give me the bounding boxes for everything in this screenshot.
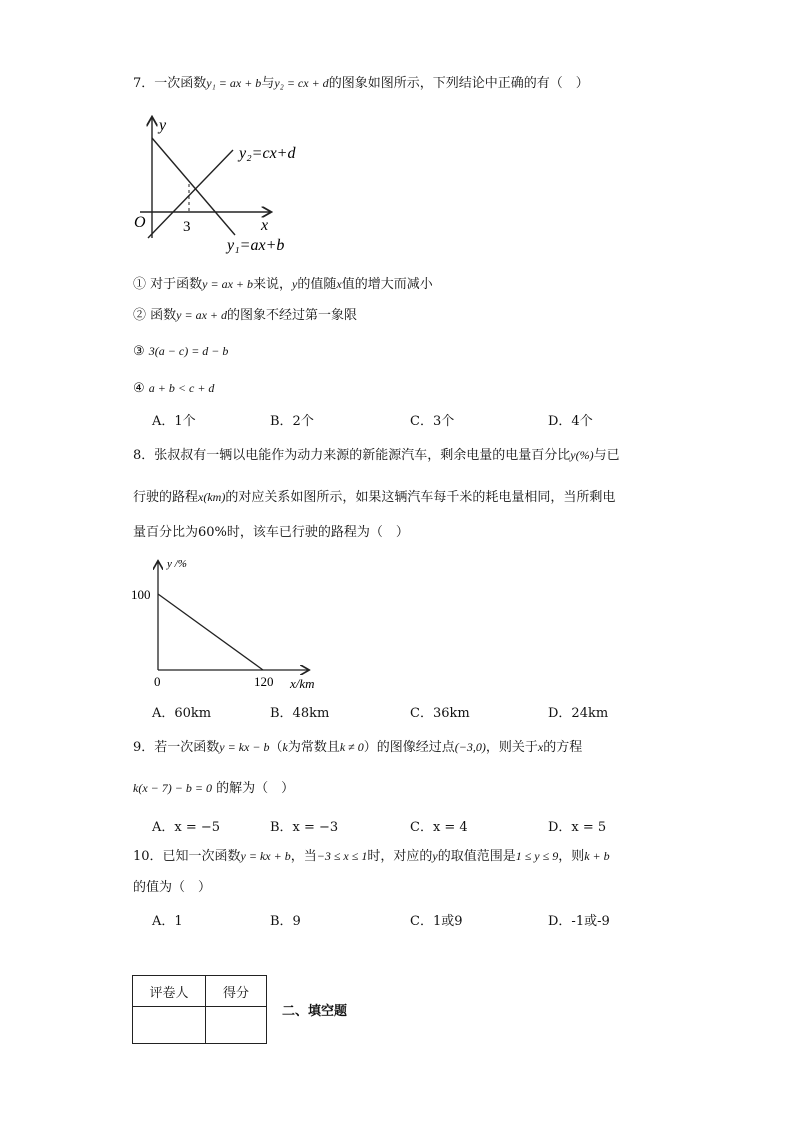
section-title: 二、填空题 — [282, 1004, 348, 1019]
q8-graph — [125, 552, 335, 697]
score-header: 得分 — [206, 976, 267, 1007]
score-table — [132, 975, 267, 1044]
q8-data-line — [158, 594, 263, 670]
q9-option-c[interactable]: C．x = 4 — [410, 820, 468, 835]
q7-x-label: x — [261, 217, 269, 234]
q7-label-y1: y₁=ax+b — [227, 237, 285, 254]
q7-graph — [125, 110, 325, 260]
q7-statement-1: ① 对于函数y = ax + b来说，y的值随x值的增大而减小 — [133, 277, 433, 292]
q10-option-d[interactable]: D．-1或-9 — [548, 914, 610, 929]
q10-option-b[interactable]: B．9 — [270, 914, 301, 929]
score-cell[interactable] — [206, 1007, 267, 1044]
q8-line-1: 8．张叔叔有一辆以电能作为动力来源的新能源汽车，剩余电量的电量百分比y(%)与已 — [133, 448, 620, 463]
q10-line-2: 的值为（ ） — [133, 880, 212, 895]
q7-option-c[interactable]: C．3个 — [410, 414, 455, 429]
q8-line-2: 行驶的路程x(km)的对应关系如图所示，如果这辆汽车每千米的耗电量相同，当所剩电 — [133, 490, 616, 505]
q8-x-label: x/km — [290, 676, 315, 691]
grader-cell[interactable] — [133, 1007, 206, 1044]
q7-func2: y₂ = cx + d — [274, 76, 329, 90]
q9-line-2: k(x − 7) − b = 0 的解为（ ） — [133, 781, 295, 796]
q8-origin: 0 — [154, 674, 161, 689]
q7-statement-4: ④ a + b < c + d — [133, 381, 215, 396]
q8-y-label: y /% — [167, 558, 187, 570]
q9-option-b[interactable]: B．x = −3 — [270, 820, 339, 835]
q8-option-c[interactable]: C．36km — [410, 706, 470, 721]
q7-option-b[interactable]: B．2个 — [270, 414, 314, 429]
q8-option-d[interactable]: D．24km — [548, 706, 609, 721]
q7-statement-3: ③ 3(a − c) = d − b — [133, 344, 229, 359]
q7-stem: 7．一次函数y₁ = ax + b与y₂ = cx + d的图象如图所示，下列结论中正确的有（ ） — [133, 76, 589, 91]
q10-option-a[interactable]: A．1 — [152, 914, 183, 929]
q7-y-label: y — [159, 117, 167, 134]
q7-func1: y₁ = ax + b — [206, 76, 262, 90]
q7-line-y2 — [148, 150, 233, 238]
q7-option-d[interactable]: D．4个 — [548, 414, 593, 429]
q8-option-b[interactable]: B．48km — [270, 706, 330, 721]
q8-y-tick-100: 100 — [131, 587, 151, 602]
q10-line-1: 10．已知一次函数y = kx + b，当−3 ≤ x ≤ 1时，对应的y的取值范围是1 ≤ y ≤ 9，则k + b — [133, 849, 610, 864]
q10-option-c[interactable]: C．1或9 — [410, 914, 463, 929]
grader-header: 评卷人 — [133, 976, 206, 1007]
q7-tick-3: 3 — [183, 219, 191, 235]
q9-option-a[interactable]: A．x = −5 — [152, 820, 221, 835]
q7-statement-2: ② 函数y = ax + d的图象不经过第一象限 — [133, 308, 358, 323]
q8-option-a[interactable]: A．60km — [152, 706, 212, 721]
q7-origin-label: O — [134, 214, 146, 231]
q9-line-1: 9．若一次函数y = kx − b（k为常数且k ≠ 0）的图像经过点(−3,0)，则关于x的方程 — [133, 740, 583, 755]
q9-option-d[interactable]: D．x = 5 — [548, 820, 607, 835]
q8-x-tick-120: 120 — [254, 674, 274, 689]
q7-label-y2: y₂=cx+d — [239, 145, 296, 162]
q8-line-3: 量百分比为60%时，该车已行驶的路程为（ ） — [133, 525, 409, 540]
q7-option-a[interactable]: A．1个 — [152, 414, 196, 429]
